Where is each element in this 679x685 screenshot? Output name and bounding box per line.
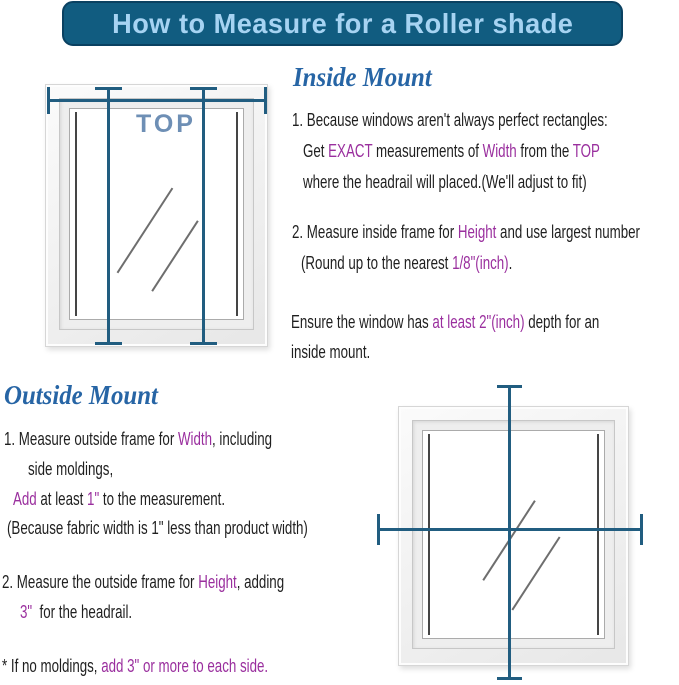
instruction-line: Add at least 1" to the measurement. <box>13 489 226 509</box>
glass-reflection-line <box>512 537 561 611</box>
instruction-line: Ensure the window has at least 2"(inch) depth for an <box>291 312 600 332</box>
outside-width-cap-left <box>377 514 380 545</box>
height-measure-2-cap-bottom <box>190 342 217 345</box>
height-measure-1-cap-bottom <box>95 342 122 345</box>
instruction-line: (Round up to the nearest 1/8"(inch). <box>301 253 513 273</box>
outside-mount-window-illustration <box>398 406 629 666</box>
window-sash-line <box>75 112 77 316</box>
window-glass <box>422 430 605 639</box>
outside-width-cap-right <box>640 514 643 545</box>
instruction-line: where the headrail will placed.(We'll adjust to fit) <box>303 172 587 192</box>
width-measure-line <box>48 99 267 102</box>
width-measure-endcap-right <box>264 87 267 114</box>
inside-mount-heading: Inside Mount <box>293 62 432 92</box>
instruction-line: 2. Measure inside frame for Height and use largest number <box>292 222 640 242</box>
instruction-line: inside mount. <box>291 342 371 362</box>
top-label: TOP <box>136 110 196 138</box>
header-banner <box>62 1 623 46</box>
instruction-line: 1. Measure outside frame for Width, including <box>4 429 273 449</box>
height-measure-line-2 <box>202 88 205 345</box>
page-title: How to Measure for a Roller shade <box>111 7 574 39</box>
window-sash-line <box>597 434 599 635</box>
outside-height-cap-top <box>497 385 522 388</box>
outside-height-cap-bottom <box>497 677 522 680</box>
instruction-line: (Because fabric width is 1" less than product width) <box>7 518 308 538</box>
instruction-line: 3" for the headrail. <box>20 602 133 622</box>
outside-height-measure-line <box>508 386 511 680</box>
window-sash-line <box>428 434 430 635</box>
height-measure-2-cap-top <box>190 87 217 90</box>
instruction-line: 1. Because windows aren't always perfect rectangles: <box>292 110 608 130</box>
glass-reflection-line <box>117 188 174 274</box>
instruction-line: side moldings, <box>28 459 114 479</box>
window-sash-line <box>236 112 238 316</box>
outside-mount-heading: Outside Mount <box>4 380 158 410</box>
window-glass <box>69 108 244 320</box>
height-measure-1-cap-top <box>95 87 122 90</box>
glass-reflection-line <box>151 220 198 292</box>
width-measure-endcap-left <box>47 87 50 114</box>
outside-width-measure-line <box>378 528 642 531</box>
footnote-line: * If no moldings, add 3" or more to each side. <box>2 656 269 676</box>
instruction-line: 2. Measure the outside frame for Height, adding <box>2 572 285 592</box>
window-inner-frame <box>412 420 615 649</box>
height-measure-line-1 <box>107 88 110 345</box>
instruction-line: Get EXACT measurements of Width from the TOP <box>303 141 600 161</box>
